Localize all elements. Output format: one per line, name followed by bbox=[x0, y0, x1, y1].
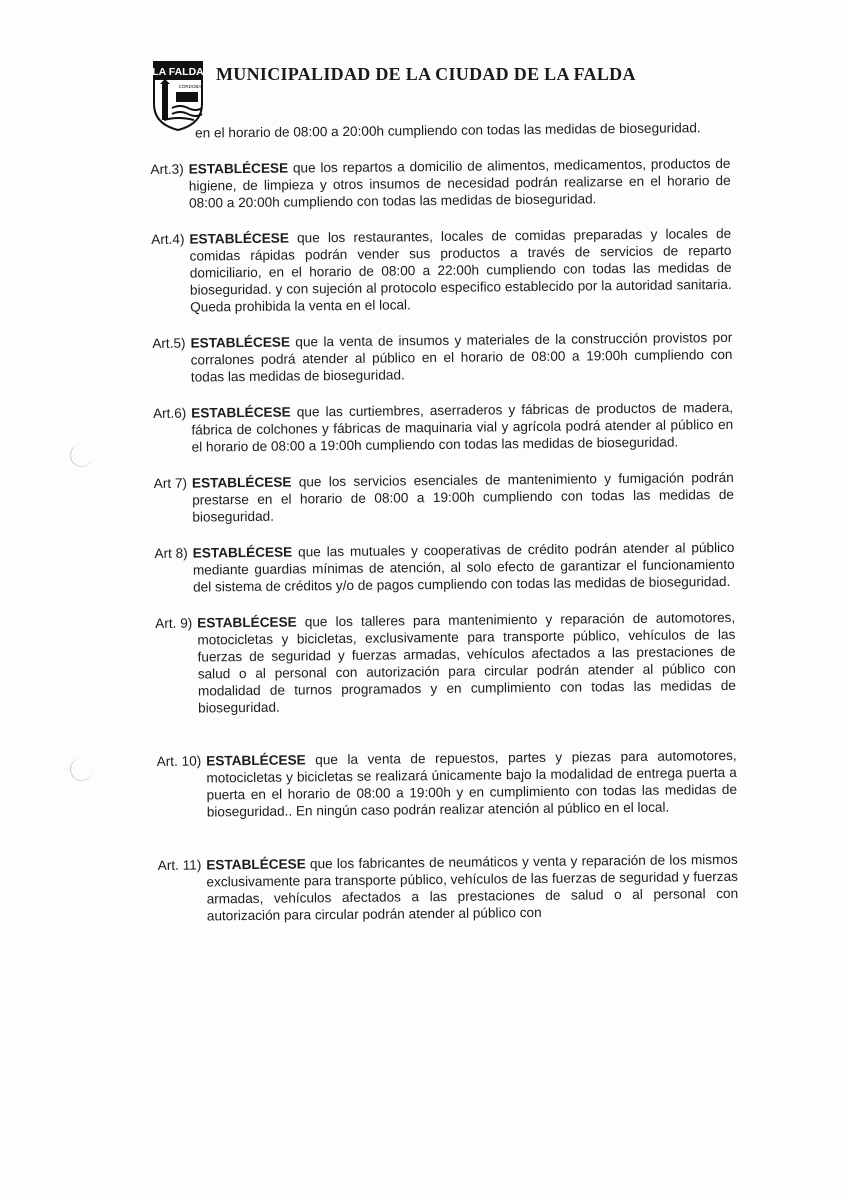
article-3 bbox=[150, 155, 731, 212]
article-11 bbox=[158, 851, 739, 925]
decree-body bbox=[150, 119, 738, 925]
article-keyword: ESTABLÉCESE bbox=[197, 614, 297, 631]
punch-hole-mark bbox=[70, 444, 93, 467]
article-text: que los fabricantes de neumáticos y venta y reparación de los mismos exclusivamente para transporte público, vehículos de las fuerzas de seguridad y fuerzas armadas, vehículos afectados a las prestaciones de salud o al personal con autorización para circular podrán atender al público con bbox=[206, 851, 739, 924]
article-text: que las curtiembres, aserraderos y fábricas de productos de madera, fábrica de colchones y fábricas de maquinaria vial y agrícola podrá atender al público en el horario de 08:00 a 19:00h cumpliendo con todas las medidas de bioseguridad. bbox=[191, 399, 734, 455]
article-number: Art.5) bbox=[152, 335, 186, 351]
article-text: que los repartos a domicilio de alimentos, medicamentos, productos de higiene, de limpieza y otros insumos de necesidad podrán realizarse en el horario de 08:00 a 20:00h cumpliendo con todas las medidas de bioseguridad. bbox=[188, 155, 731, 211]
article-number: Art. 11) bbox=[157, 857, 202, 873]
article-text: que las mutuales y cooperativas de crédito podrán atender al público mediante guardias mínimas de atención, al solo efecto de garantizar el funcionamiento del sistema de créditos y/o de pagos cumpliendo con todas las medidas de bioseguridad. bbox=[192, 539, 735, 595]
article-4 bbox=[151, 225, 732, 316]
article-number: Art.6) bbox=[152, 405, 187, 421]
municipality-title: MUNICIPALIDAD DE LA CIUDAD DE LA FALDA bbox=[216, 64, 636, 84]
article-text: que los restaurantes, locales de comidas preparadas y locales de comidas rápidas podrán vender sus productos a través de servicios de reparto domiciliario, en el horario de 08:00 a 22:00h cumpliendo con todas las medidas de bioseguridad. y con sujeción al protocolo especifico establecido por la autoridad sanitaria. Queda prohibida la venta en el local. bbox=[189, 225, 732, 315]
article-keyword: ESTABLÉCESE bbox=[192, 544, 293, 561]
article-7 bbox=[154, 469, 735, 526]
article-keyword: ESTABLÉCESE bbox=[190, 334, 291, 351]
article-keyword: ESTABLÉCESE bbox=[191, 404, 291, 421]
article-number: Art.3) bbox=[150, 161, 184, 177]
continuation-paragraph: en el horario de 08:00 a 20:00h cumpliendo con todas las medidas de bioseguridad. bbox=[195, 120, 701, 141]
article-9 bbox=[155, 609, 736, 717]
article-10 bbox=[157, 747, 738, 821]
logo-subtext: CÓRDOBA bbox=[178, 84, 202, 89]
article-5 bbox=[152, 329, 733, 386]
punch-hole-mark bbox=[70, 758, 93, 781]
article-text: que la venta de insumos y materiales de la construcción provistos por corralones podrá atender al público en el horario de 08:00 a 19:00h cumpliendo con todas las medidas de bioseguridad. bbox=[190, 329, 733, 385]
article-text: que los servicios esenciales de mantenimiento y fumigación podrán prestarse en el horario de 08:00 a 19:00h cumpliendo con todas las medidas de bioseguridad. bbox=[192, 469, 734, 525]
article-keyword: ESTABLÉCESE bbox=[191, 474, 292, 491]
article-keyword: ESTABLÉCESE bbox=[206, 752, 306, 769]
article-6 bbox=[153, 399, 734, 456]
municipal-crest-logo bbox=[150, 60, 206, 132]
article-number: Art. 9) bbox=[155, 615, 193, 631]
logo-text: LA FALDA bbox=[152, 66, 204, 78]
article-number: Art. 10) bbox=[156, 753, 202, 769]
article-keyword: ESTABLÉCESE bbox=[206, 856, 306, 873]
article-number: Art.4) bbox=[151, 231, 185, 247]
article-text: que los talleres para mantenimiento y reparación de automotores, motocicletas y bicicletas, exclusivamente para transporte público, vehículos de las fuerzas de seguridad y fuerzas armadas, vehículos afectados a las prestaciones de salud o al personal con autorización para circular podrán atender al público con modalidad de turnos programados y en cumplimiento con todas las medidas de bioseguridad. bbox=[197, 609, 736, 716]
article-text: que la venta de repuestos, partes y piezas para automotores, motocicletas y bicicletas se realizará únicamente bajo la modalidad de entrega puerta a puerta en el horario de 08:00 a 19:00h y en cumplimiento con todas las medidas de bioseguridad.. En ningún caso podrán realizar atención al público en el local. bbox=[206, 747, 738, 820]
article-keyword: ESTABLÉCESE bbox=[188, 160, 289, 177]
article-keyword: ESTABLÉCESE bbox=[189, 230, 289, 247]
article-8 bbox=[154, 539, 735, 596]
article-number: Art 7) bbox=[153, 475, 188, 491]
article-number: Art 8) bbox=[154, 545, 188, 561]
